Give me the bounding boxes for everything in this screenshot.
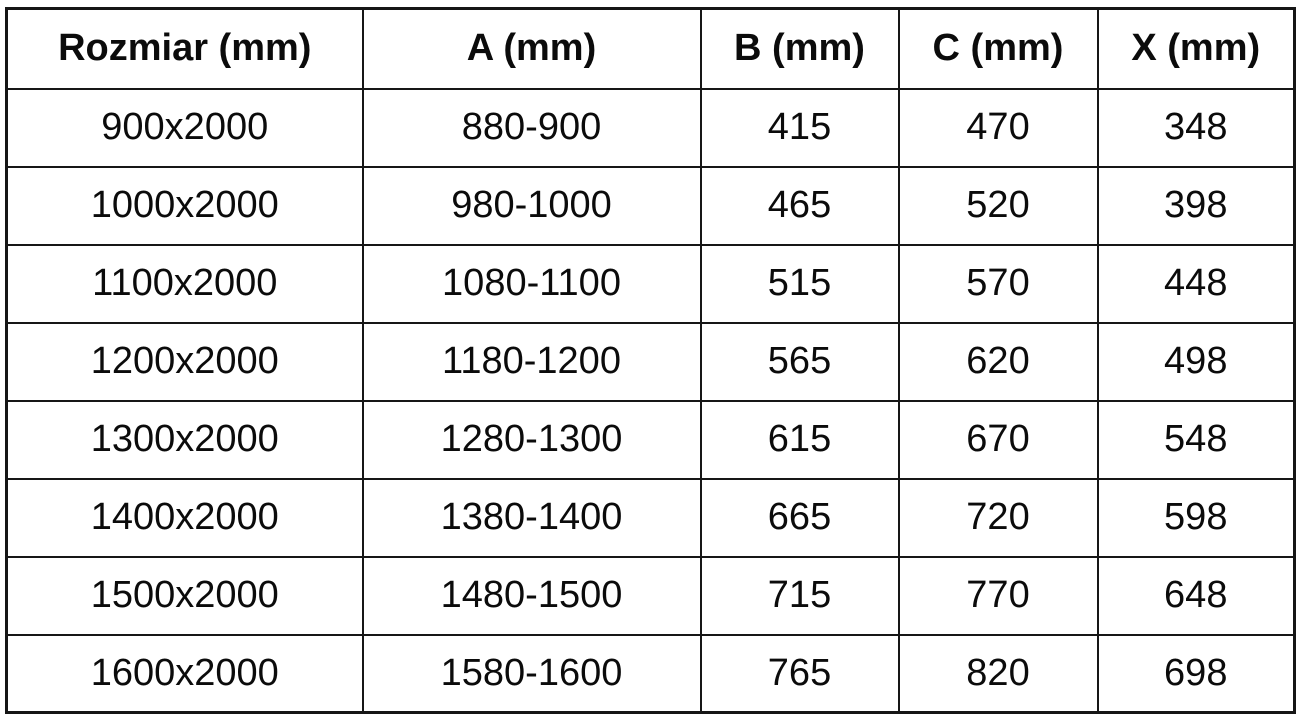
table-body bbox=[7, 89, 1295, 713]
table-header-row bbox=[7, 9, 1295, 89]
table-cell: 1280-1300 bbox=[363, 401, 701, 479]
column-header: C (mm) bbox=[899, 9, 1098, 89]
table-cell: 1480-1500 bbox=[363, 557, 701, 635]
table-cell: 615 bbox=[701, 401, 899, 479]
table-cell: 465 bbox=[701, 167, 899, 245]
table-cell: 665 bbox=[701, 479, 899, 557]
column-header: X (mm) bbox=[1098, 9, 1295, 89]
table-row bbox=[7, 557, 1295, 635]
table-cell: 1180-1200 bbox=[363, 323, 701, 401]
table-row bbox=[7, 167, 1295, 245]
table-row bbox=[7, 401, 1295, 479]
table-cell: 770 bbox=[899, 557, 1098, 635]
table-cell: 620 bbox=[899, 323, 1098, 401]
table-cell: 880-900 bbox=[363, 89, 701, 167]
table-row bbox=[7, 323, 1295, 401]
table-cell: 1100x2000 bbox=[7, 245, 363, 323]
table-cell: 698 bbox=[1098, 635, 1295, 713]
table-cell: 648 bbox=[1098, 557, 1295, 635]
table-cell: 348 bbox=[1098, 89, 1295, 167]
table-cell: 1600x2000 bbox=[7, 635, 363, 713]
table-cell: 565 bbox=[701, 323, 899, 401]
column-header: B (mm) bbox=[701, 9, 899, 89]
table-cell: 670 bbox=[899, 401, 1098, 479]
table-cell: 820 bbox=[899, 635, 1098, 713]
column-header: Rozmiar (mm) bbox=[7, 9, 363, 89]
table-cell: 1400x2000 bbox=[7, 479, 363, 557]
table-cell: 765 bbox=[701, 635, 899, 713]
table-cell: 1380-1400 bbox=[363, 479, 701, 557]
table-cell: 720 bbox=[899, 479, 1098, 557]
table-cell: 448 bbox=[1098, 245, 1295, 323]
table-cell: 1000x2000 bbox=[7, 167, 363, 245]
table-row bbox=[7, 479, 1295, 557]
table-cell: 548 bbox=[1098, 401, 1295, 479]
table-cell: 715 bbox=[701, 557, 899, 635]
table-row bbox=[7, 89, 1295, 167]
table-cell: 1080-1100 bbox=[363, 245, 701, 323]
table-cell: 470 bbox=[899, 89, 1098, 167]
table-cell: 900x2000 bbox=[7, 89, 363, 167]
table-cell: 498 bbox=[1098, 323, 1295, 401]
table-cell: 570 bbox=[899, 245, 1098, 323]
table-cell: 520 bbox=[899, 167, 1098, 245]
table-cell: 1500x2000 bbox=[7, 557, 363, 635]
table-row bbox=[7, 635, 1295, 713]
table-cell: 1300x2000 bbox=[7, 401, 363, 479]
table-cell: 515 bbox=[701, 245, 899, 323]
table-cell: 598 bbox=[1098, 479, 1295, 557]
table-cell: 398 bbox=[1098, 167, 1295, 245]
table-cell: 980-1000 bbox=[363, 167, 701, 245]
table-header bbox=[7, 9, 1295, 89]
table-cell: 1580-1600 bbox=[363, 635, 701, 713]
table-cell: 415 bbox=[701, 89, 899, 167]
table-cell: 1200x2000 bbox=[7, 323, 363, 401]
table-row bbox=[7, 245, 1295, 323]
size-dimensions-table bbox=[5, 7, 1296, 714]
column-header: A (mm) bbox=[363, 9, 701, 89]
